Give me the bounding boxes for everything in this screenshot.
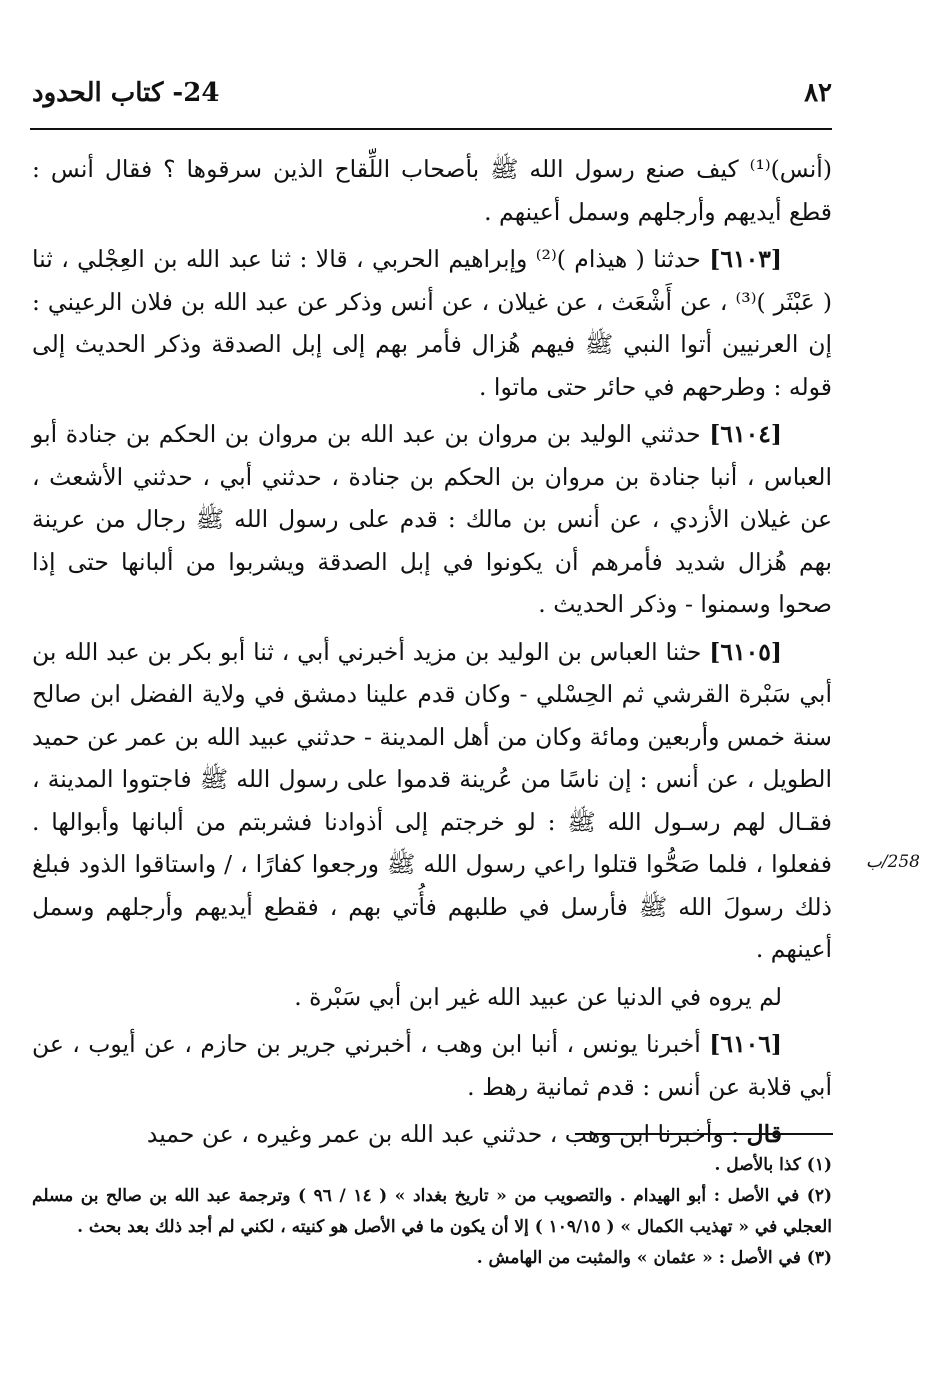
hadith-6104 xyxy=(32,413,832,626)
hadith-text: حدثني الوليد بن مروان بن عبد الله بن مروان بن الحكم بن جنادة أبو العباس ، أنبا جنادة بن مروان بن الحكم بن جنادة ، حدثني أبي ، حدثني الأشعث ، عن غيلان الأزدي ، عن أنس بن مالك : قدم على رسول الله ﷺ رجال من عرينة بهم هُزال شديد فأمرهم أن يكونوا في إبل الصدقة ويشربوا من ألبانها حتى إذا صحوا وسمنوا - وذكر الحديث . xyxy=(32,420,832,618)
page-header xyxy=(32,78,832,118)
commentary: لم يروه في الدنيا عن عبيد الله غير ابن أبي سَبْرة . xyxy=(294,982,782,1011)
hadith-text: حثنا العباس بن الوليد بن مزيد أخبرني أبي ، ثنا أبو بكر بن عبد الله بن أبي سَبْرة القرشي ثم الحِسْلي - وكان قدم علينا دمشق في ولاية الفضل ابن صالح سنة خمس وأربعين ومائة وكان من أهل المدينة - حدثني عبيد الله بن عمر عن حميد الطويل ، عن أنس : إن ناسًا من عُرينة قدموا على رسول الله ﷺ فاجتووا المدينة ، فقـال لهم رسـول الله ﷺ : لو خرجتم إلى أذوادنا فشربتم من ألبانها وأبوالها . ففعلوا ، فلما صَحُّوا قتلوا راعي رسول الله ﷺ ورجعوا كفارًا ، / واستاقوا الذود فبلغ ذلك رسولَ الله ﷺ فأرسل في طلبهم فأُتي بهم ، فقطع أيديهم وأرجلهم وسمل أعينهم . xyxy=(32,637,832,963)
lead-word: قال xyxy=(746,1120,782,1148)
header-rule xyxy=(30,128,832,130)
footnote-rule xyxy=(575,1133,833,1135)
hadith-6103 xyxy=(32,238,832,408)
paragraph-text: : وأخبرنا ابن وهب ، حدثني عبد الله بن عمر وغيره ، عن حميد xyxy=(146,1120,747,1148)
hadith-number: [٦١٠٦] xyxy=(709,1030,782,1058)
hadith-text: أخبرنا يونس ، أنبا ابن وهب ، أخبرني جرير بن حازم ، عن أيوب ، عن أبي قلابة عن أنس : قدم ثمانية رهط . xyxy=(32,1030,832,1101)
page-number: ٨٢ xyxy=(804,78,832,108)
hadith-number: [٦١٠٥] xyxy=(709,637,782,666)
manuscript-folio-note: 258/ب xyxy=(865,852,920,872)
footnote-2: (٢) في الأصل : أبو الهيدام . والتصويب من « تاريخ بغداد » ( ١٤ / ٩٦ ) وترجمة عبد الله بن صالح بن مسلم العجلي في « تهذيب الكمال » ( ١٠٩/١٥ ) إلا أن يكون ما في الأصل هو كنيته ، لكني لم أجد ذلك بعد بحث . xyxy=(32,1186,833,1237)
hadith-6105 xyxy=(32,631,832,971)
footnote-1: (١) كذا بالأصل . xyxy=(714,1155,832,1175)
hadith-text: حدثنا ( هيذام )⁽²⁾ وإبراهيم الحربي ، قالا : ثنا عبد الله بن العِجْلي ، ثنا ( عَبْثَر )⁽³⁾ ، عن أَشْعَث ، عن غيلان ، عن أنس وذكر عن عبد الله بن فلان الرعيني : إن العرنيين أتوا النبي ﷺ فيهم هُزال فأمر بهم إلى إبل الصدقة وذكر الحديث إلى قوله : وطرحهم في حائر حتى ماتوا . xyxy=(32,245,832,401)
footnotes xyxy=(32,1150,832,1274)
paragraph-continuation: (أنس)⁽¹⁾ كيف صنع رسول الله ﷺ بأصحاب اللِّقاح الذين سرقوها ؟ فقال أنس : قطع أيديهم وأرجلهم وسمل أعينهم . xyxy=(32,155,832,226)
hadith-number: [٦١٠٣] xyxy=(709,245,782,273)
hadith-6106 xyxy=(32,1023,832,1108)
main-text xyxy=(32,148,832,1156)
footnote-3: (٣) في الأصل : « عثمان » والمثبت من الهامش . xyxy=(476,1248,832,1268)
chapter-title: 24- كتاب الحدود xyxy=(32,78,220,108)
hadith-number: [٦١٠٤] xyxy=(709,420,782,448)
